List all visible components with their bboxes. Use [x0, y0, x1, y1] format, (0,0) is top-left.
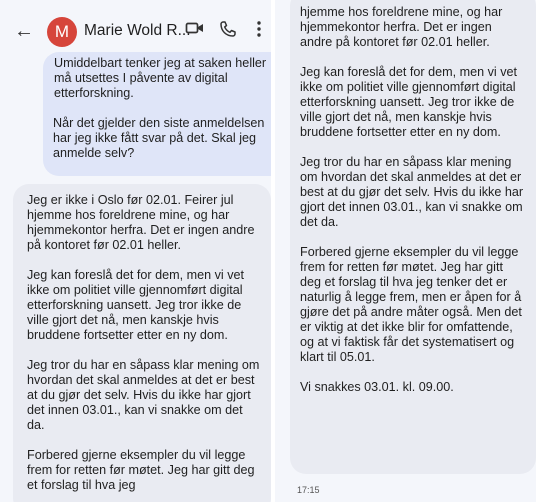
message-text: Jeg kan foreslå det for dem, men vi vet ikke om politiet ville gjennomført digital etterforskning uansett. Jeg tror ikke de ville gjort det nå, men kanskje hvis bruddene fortsetter etter en ny dom.	[27, 268, 244, 342]
right-chat-pane	[275, 0, 536, 502]
phone-icon[interactable]	[219, 20, 237, 43]
received-message-bubble[interactable]	[290, 0, 536, 474]
message-text: Forbered gjerne eksempler du vil legge frem for retten før møtet. Jeg har gitt deg et forslag til hva jeg tenker det er naturlig å legge frem, men er åpen for å gjøre det på andre måter også. Men det er viktig at det ikke blir for omfattende, og at vi faktisk får det systematisert og klart til 05.01.	[300, 245, 522, 364]
message-text: Jeg tror du har en såpass klar mening om hvordan det skal anmeldes at det er best at du gjør det selv. Hvis du ikke har gjort det innen 03.01., kan vi snakke om det da.	[27, 358, 260, 432]
contact-name[interactable]: Marie Wold R...	[84, 22, 191, 39]
more-options-icon[interactable]	[257, 21, 261, 42]
message-text: Når det gjelder den siste anmeldelsen har jeg ikke fått svar på det. Skal jeg anmelde selv?	[53, 116, 265, 160]
message-text: Jeg kan foreslå det for dem, men vi vet ikke om politiet ville gjennomført digital etterforskning uansett. Jeg tror ikke de ville gjort det nå, men kanskje hvis bruddene fortsetter etter en ny dom.	[300, 65, 517, 139]
received-message-bubble[interactable]	[13, 184, 271, 502]
video-call-icon[interactable]	[185, 20, 205, 41]
sent-message-bubble[interactable]	[43, 52, 271, 176]
message-text: Jeg tror du har en såpass klar mening om hvordan det skal anmeldes at det er best at du gjør det selv. Hvis du ikke har gjort det innen 03.01., kan vi snakke om det da.	[300, 155, 524, 229]
message-text: Forbered gjerne eksempler du vil legge frem for retten før møtet. Jeg har gitt deg et forslag til hva jeg	[27, 448, 255, 492]
message-text: Jeg er ikke i Oslo før 02.01. Feirer jul hjemme hos foreldrene mine, og har hjemmekontor herfra. Det er ingen andre på kontoret før 02.01 heller.	[27, 193, 255, 252]
message-text: hjemme hos foreldrene mine, og har hjemmekontor herfra. Det er ingen andre på kontoret før 02.01 heller.	[300, 5, 503, 49]
arrow-back-icon[interactable]: ←	[14, 20, 34, 42]
message-text: Umiddelbart tenker jeg at saken heller må utsettes I påvente av digital etterforskning.	[54, 56, 267, 100]
avatar[interactable]: M	[47, 17, 77, 47]
message-text: Vi snakkes 03.01. kl. 09.00.	[300, 380, 454, 394]
message-timestamp: 17:15	[297, 485, 320, 495]
